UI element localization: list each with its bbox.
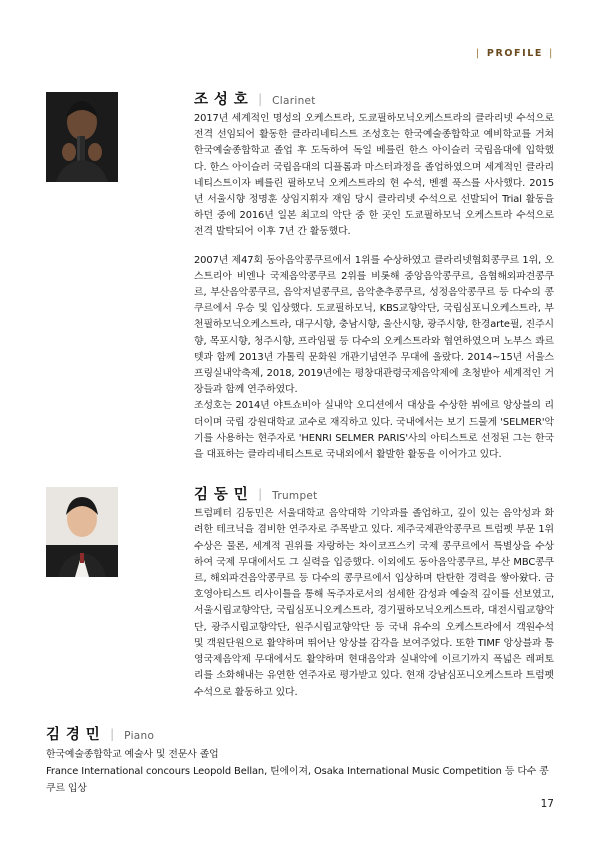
- header-left-bar: |: [475, 48, 481, 59]
- profile-paragraph: France International concours Leopold Bellan, 틴에이져, Osaka International Music Competition 등 다수 콩쿠르 입상: [46, 765, 549, 794]
- page-title: PROFILE: [486, 48, 544, 59]
- profile-instrument: Clarinet: [272, 95, 316, 107]
- profile-divider: |: [258, 487, 263, 502]
- header-right-bar: |: [549, 48, 554, 59]
- profile-paragraph: 2017년 세계적인 명성의 오케스트라, 도쿄필하모닉오케스트라의 클라리넷 수석으로 전격 선임되어 활동한 클라리네티스트 조성호는 한국예술종합학교 예비학교를 거쳐 한국예술종합학교 졸업 후 도독하여 독일 베를린 한스 아이슬러 국립음대에 입학했다. 한스 아이슬러 국립음대의 디플롬과 마스터과정을 졸업하였으며 세계적인 클라리네티스트이자 베를린 필하모닉 오케스트라의 현 수석, 벤젤 푹스를 사사했다. 2015년 서울시향 정명훈 상임지휘자 재임 당시 클라리넷 수석으로 선발되어 Trial 활동을 하던 중에 2016년 일본 최고의 악단 중 한 곳인 도쿄필하모닉 오케스트라 수석으로 전격 발탁되어 이후 7년 간 활동했다.: [194, 113, 554, 238]
- profile-body: [46, 746, 554, 797]
- profile-entry: [46, 88, 554, 241]
- profile-paragraph: 조성호는 2014년 야트쇼비아 실내악 오디션에서 대상을 수상한 뷔에르 앙상블의 리더이며 국립 강원대학교 교수로 재직하고 있다. 국내에서는 보기 드물게 'SELMER'악기를 사용하는 현주자로 'HENRI SELMER PARIS'사의 아티스트로 선정된 그는 한국을 대표하는 클라리네티스트로 국내외에서 활발한 활동을 이어가고 있다.: [194, 400, 554, 461]
- profile-name: 김 동 민: [194, 487, 249, 504]
- profile-body: [194, 506, 554, 700]
- profile-heading: [194, 88, 554, 111]
- profile-instrument: Piano: [124, 729, 155, 742]
- portrait-photo-trumpet: [46, 487, 118, 577]
- profile-divider: |: [258, 92, 263, 106]
- portrait-photo-clarinet: [46, 92, 118, 182]
- profile-paragraph: 한국예술종합학교 예술사 및 전문사 졸업: [46, 748, 219, 760]
- profile-body-continued-2: [194, 398, 554, 463]
- profile-paragraph: 2007년 제47회 동아음악콩쿠르에서 1위를 수상하였고 클라리넷협회콩쿠르 1위, 오스트리아 비엔나 국제음악콩쿠르 2위를 비롯해 중앙음악콩쿠르, 음협해외파견콩쿠르, 부산음악콩쿠르, 음악저널콩쿠르, 음악춘추콩쿠르, 성정음악콩쿠르 등 다수의 콩쿠르에서 우승 및 입상했다. 도쿄필하모닉, KBS교향악단, 국립심포니오케스트라, 부천필하모닉오케스트라, 대구시향, 충남시향, 울산시향, 광주시향, 한경arte필, 진주시향, 목포시향, 청주시향, 프라임필 등 다수의 오케스트라와 협연하였으며 노부스 콰르텟과 함께 2013년 가톨릭 문화원 개관기념연주 무대에 올랐다. 2014~15년 서울스프링실내악축제, 2018, 2019년에는 평창대관령국제음악제에 초청받아 세계적인 거장들과 함께 연주하였다.: [194, 254, 554, 396]
- profile-divider: |: [110, 726, 115, 741]
- profile-entry: [46, 723, 554, 797]
- page-number: 17: [540, 798, 554, 810]
- profile-body-continued: [194, 253, 554, 399]
- profile-entry: [46, 483, 554, 700]
- profile-heading: [194, 483, 554, 506]
- profile-name: 조 성 호: [194, 92, 249, 108]
- profile-paragraph: 트럼페터 김동민은 서울대학교 음악대학 기악과를 졸업하고, 깊이 있는 음악성과 화려한 테크닉을 겸비한 연주자로 주목받고 있다. 제주국제관악콩쿠르 트럼펫 부문 1위 수상은 물론, 세계적 권위를 자랑하는 차이코프스키 국제 콩쿠르에서 특별상을 수상하여 국제 무대에서도 그 실력을 입증했다. 이외에도 동아음악콩쿠르, 부산 MBC콩쿠르, 해외파견음악콩쿠르 등 다수의 콩쿠르에서 입상하며 탄탄한 경력을 쌓아왔다. 금호영아티스트 리사이틀을 통해 독주자로서의 섬세한 감성과 예술적 깊이를 선보였고, 서울시립교향악단, 국립심포니오케스트라, 경기필하모닉오케스트라, 대전시립교향악단, 광주시립교향악단, 원주시립교향악단 등 국내 유수의 오케스트라에서 객원수석 및 객원단원으로 활약하며 뛰어난 앙상블 감각을 보여주었다. 또한 TIMF 앙상블과 통영국제음악제 무대에서도 활약하며 현대음악과 실내악에 이르기까지 폭넓은 레퍼토리를 소화해내는 유연한 연주자로 평가받고 있다. 현재 강남심포니오케스트라 트럼펫 수석으로 활동하고 있다.: [194, 508, 554, 698]
- profile-body: [194, 111, 554, 241]
- page-header: [476, 48, 554, 59]
- profile-instrument: Trumpet: [272, 490, 318, 503]
- profile-list: [46, 88, 554, 809]
- profile-heading: [46, 723, 554, 746]
- profile-name: 김 경 민: [46, 726, 101, 743]
